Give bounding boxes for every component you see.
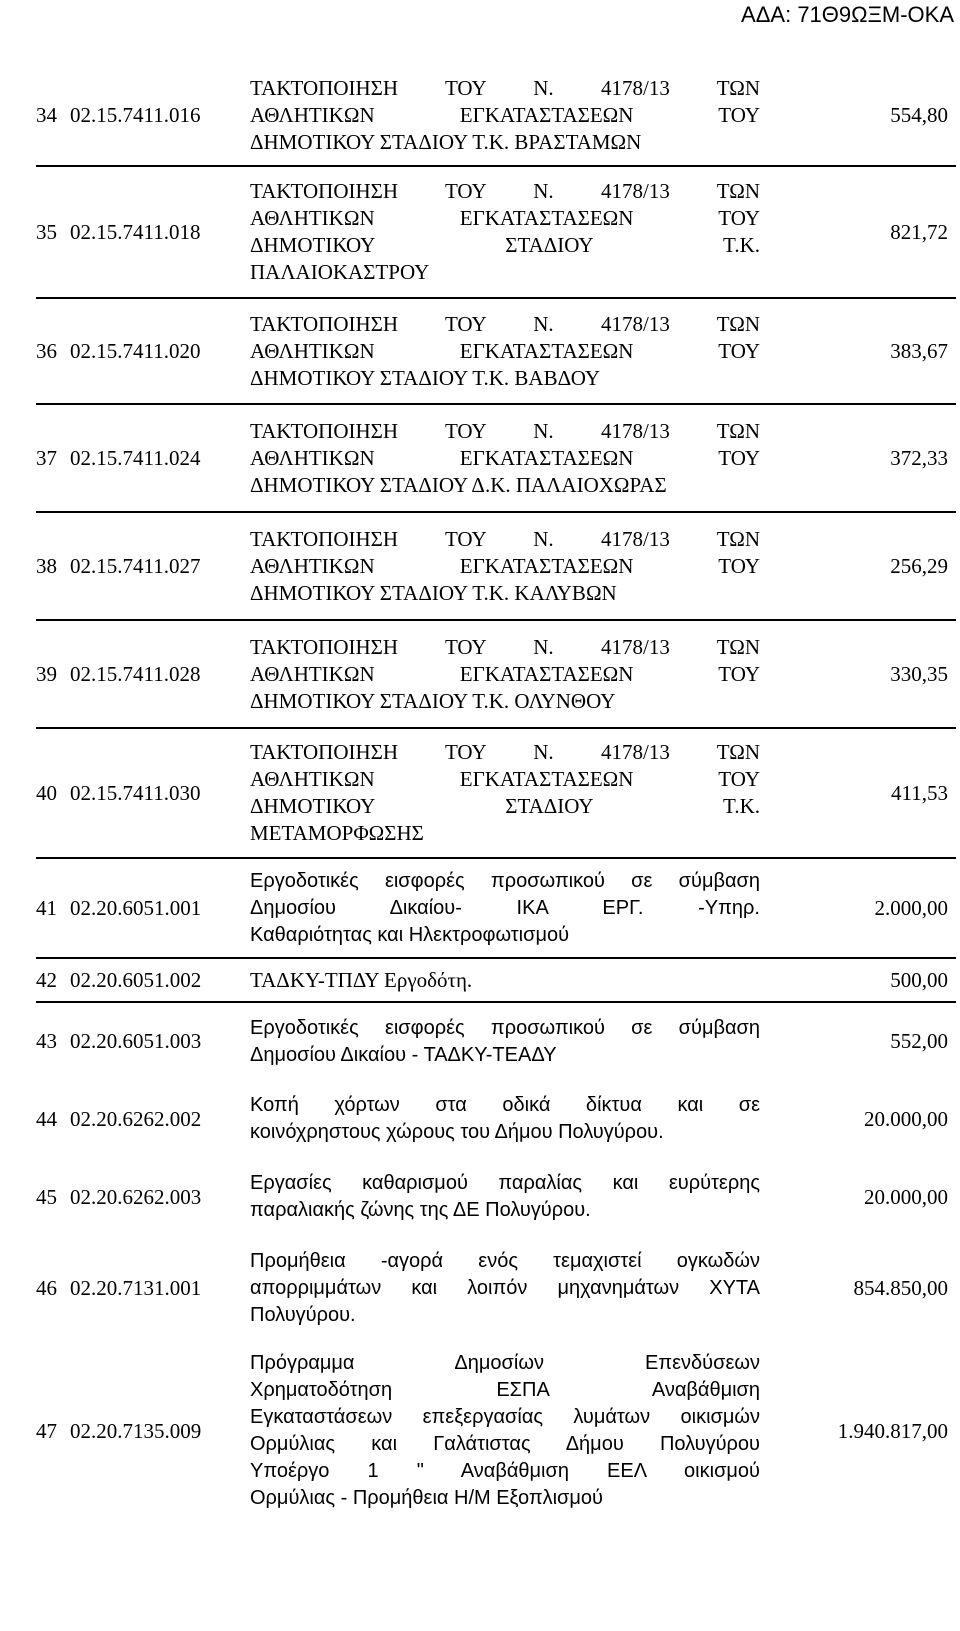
account-code: 02.15.7411.028 bbox=[70, 661, 201, 686]
account-code: 02.20.6051.001 bbox=[70, 895, 202, 920]
amount: 854.850,00 bbox=[853, 1276, 948, 1300]
amount: 1.940.817,00 bbox=[837, 1418, 948, 1443]
description bbox=[250, 1341, 760, 1521]
table-row bbox=[36, 620, 956, 728]
description-line: ΤΑΔΚΥ-ΤΠΔΥ Εργοδότη. bbox=[250, 967, 473, 992]
ada-header: ΑΔΑ: 71Θ9ΩΞΜ-ΟΚΑ bbox=[741, 2, 954, 27]
description bbox=[250, 66, 760, 166]
table-row bbox=[36, 1236, 956, 1341]
amount: 2.000,00 bbox=[874, 895, 948, 920]
table-row bbox=[36, 1080, 956, 1158]
amount: 20.000,00 bbox=[864, 1184, 948, 1209]
description-line: ΔΗΜΟΤΙΚΟΥ ΣΤΑΔΙΟΥ Τ.Κ. bbox=[250, 794, 760, 818]
description-line: ΑΘΛΗΤΙΚΩΝ ΕΓΚΑΤΑΣΤΑΣΕΩΝ ΤΟΥ bbox=[250, 206, 760, 230]
row-number: 41 bbox=[36, 895, 57, 920]
description bbox=[250, 858, 760, 958]
description-line: ΑΘΛΗΤΙΚΩΝ ΕΓΚΑΤΑΣΤΑΣΕΩΝ ΤΟΥ bbox=[250, 445, 760, 470]
amount: 256,29 bbox=[890, 553, 948, 578]
amount: 552,00 bbox=[890, 1029, 948, 1053]
account-code: 02.15.7411.030 bbox=[70, 780, 201, 805]
row-number: 47 bbox=[36, 1418, 57, 1443]
amount: 20.000,00 bbox=[864, 1106, 948, 1131]
table-row bbox=[36, 1158, 956, 1236]
description-line: ΔΗΜΟΤΙΚΟΥ ΣΤΑΔΙΟΥ Τ.Κ. ΒΡΑΣΤΑΜΩΝ bbox=[250, 130, 642, 154]
description-line: ΤΑΚΤΟΠΟΙΗΣΗ ΤΟΥ Ν. 4178/13 ΤΩΝ bbox=[250, 311, 760, 336]
description-line: ΔΗΜΟΤΙΚΟΥ ΣΤΑΔΙΟΥ Δ.Κ. ΠΑΛΑΙΟΧΩΡΑΣ bbox=[250, 472, 667, 497]
account-code: 02.20.7135.009 bbox=[70, 1418, 202, 1443]
description bbox=[250, 512, 760, 620]
description-line: Υποέργο 1 " Αναβάθμιση ΕΕΛ οικισμού bbox=[250, 1460, 760, 1482]
description-line: ΔΗΜΟΤΙΚΟΥ ΣΤΑΔΙΟΥ Τ.Κ. ΚΑΛΥΒΩΝ bbox=[250, 580, 617, 605]
description-line: ΜΕΤΑΜΟΡΦΩΣΗΣ bbox=[250, 821, 424, 845]
account-code: 02.20.7131.001 bbox=[70, 1276, 202, 1300]
amount: 821,72 bbox=[890, 219, 948, 244]
description-line: Εργοδοτικές εισφορές προσωπικού σε σύμβαση bbox=[250, 869, 760, 892]
row-number: 45 bbox=[36, 1184, 57, 1209]
account-code: 02.15.7411.027 bbox=[70, 553, 201, 578]
description bbox=[250, 166, 760, 298]
budget-table bbox=[36, 66, 956, 1521]
description-line: ΑΘΛΗΤΙΚΩΝ ΕΓΚΑΤΑΣΤΑΣΕΩΝ ΤΟΥ bbox=[250, 553, 760, 578]
amount: 554,80 bbox=[890, 103, 948, 127]
description-line: ΤΑΚΤΟΠΟΙΗΣΗ ΤΟΥ Ν. 4178/13 ΤΩΝ bbox=[250, 526, 760, 551]
table-row bbox=[36, 1002, 956, 1080]
description-line: Εργασίες καθαρισμού παραλίας και ευρύτερης bbox=[250, 1172, 760, 1194]
description-line: ΑΘΛΗΤΙΚΩΝ ΕΓΚΑΤΑΣΤΑΣΕΩΝ ΤΟΥ bbox=[250, 661, 760, 686]
description bbox=[250, 404, 760, 512]
table-row bbox=[36, 166, 956, 298]
description-line: απορριμμάτων και λοιπόν μηχανημάτων ΧΥΤΑ bbox=[250, 1277, 760, 1299]
description-line: ΤΑΚΤΟΠΟΙΗΣΗ ΤΟΥ Ν. 4178/13 ΤΩΝ bbox=[250, 179, 760, 203]
description-line: ΔΗΜΟΤΙΚΟΥ ΣΤΑΔΙΟΥ Τ.Κ. ΟΛΥΝΘΟΥ bbox=[250, 688, 616, 713]
account-code: 02.15.7411.016 bbox=[70, 103, 201, 127]
description-line: Πολυγύρου. bbox=[250, 1304, 356, 1326]
description-line: Ορμύλιας και Γαλάτιστας Δήμου Πολυγύρου bbox=[250, 1433, 760, 1455]
row-number: 40 bbox=[36, 780, 57, 805]
description-line: Δημοσίου Δικαίου - ΤΑΔΚΥ-ΤΕΑΔΥ bbox=[250, 1043, 557, 1066]
description-line: παραλιακής ζώνης της ΔΕ Πολυγύρου. bbox=[250, 1199, 591, 1221]
description bbox=[250, 620, 760, 728]
amount: 330,35 bbox=[890, 661, 948, 686]
amount: 500,00 bbox=[890, 967, 948, 992]
description bbox=[250, 958, 760, 1002]
description-line: ΑΘΛΗΤΙΚΩΝ ΕΓΚΑΤΑΣΤΑΣΕΩΝ ΤΟΥ bbox=[250, 103, 760, 127]
row-number: 38 bbox=[36, 553, 57, 578]
amount: 411,53 bbox=[891, 780, 948, 805]
row-number: 39 bbox=[36, 661, 57, 686]
description-line: Προμήθεια -αγορά ενός τεμαχιστεί ογκωδών bbox=[250, 1250, 760, 1272]
description bbox=[250, 1236, 760, 1341]
row-number: 43 bbox=[36, 1029, 57, 1053]
table-row bbox=[36, 958, 956, 1002]
description-line: Ορμύλιας - Προμήθεια Η/Μ Εξοπλισμού bbox=[250, 1487, 603, 1509]
description-line: ΑΘΛΗΤΙΚΩΝ ΕΓΚΑΤΑΣΤΑΣΕΩΝ ΤΟΥ bbox=[250, 338, 760, 363]
account-code: 02.20.6262.002 bbox=[70, 1106, 202, 1131]
description-line: Πρόγραμμα Δημοσίων Επενδύσεων bbox=[250, 1352, 760, 1374]
description bbox=[250, 728, 760, 858]
row-number: 36 bbox=[36, 338, 57, 363]
description-line: Κοπή χόρτων στα οδικά δίκτυα και σε bbox=[250, 1094, 760, 1116]
budget-table-body bbox=[36, 66, 956, 1521]
description-line: ΑΘΛΗΤΙΚΩΝ ΕΓΚΑΤΑΣΤΑΣΕΩΝ ΤΟΥ bbox=[250, 767, 760, 791]
description-line: Χρηματοδότηση ΕΣΠΑ Αναβάθμιση bbox=[250, 1379, 760, 1401]
description-line: ΔΗΜΟΤΙΚΟΥ ΣΤΑΔΙΟΥ Τ.Κ. bbox=[250, 233, 760, 257]
description bbox=[250, 1002, 760, 1080]
row-number: 42 bbox=[36, 967, 57, 992]
description bbox=[250, 298, 760, 404]
row-number: 44 bbox=[36, 1106, 57, 1131]
description-line: Καθαριότητας και Ηλεκτροφωτισμού bbox=[250, 923, 570, 946]
description-line: Εγκαταστάσεων επεξεργασίας λυμάτων οικισμών bbox=[250, 1406, 760, 1428]
description-line: Δημοσίου Δικαίου- ΙΚΑ ΕΡΓ. -Υπηρ. bbox=[250, 896, 760, 919]
account-code: 02.15.7411.020 bbox=[70, 338, 201, 363]
account-code: 02.15.7411.024 bbox=[70, 445, 201, 470]
description bbox=[250, 1080, 760, 1158]
description-line: ΔΗΜΟΤΙΚΟΥ ΣΤΑΔΙΟΥ Τ.Κ. ΒΑΒΔΟΥ bbox=[250, 365, 600, 390]
account-code: 02.15.7411.018 bbox=[70, 219, 201, 244]
table-row bbox=[36, 404, 956, 512]
description-line: ΤΑΚΤΟΠΟΙΗΣΗ ΤΟΥ Ν. 4178/13 ΤΩΝ bbox=[250, 740, 760, 764]
description-line: Εργοδοτικές εισφορές προσωπικού σε σύμβαση bbox=[250, 1016, 760, 1039]
amount: 372,33 bbox=[890, 445, 948, 470]
amount: 383,67 bbox=[890, 338, 948, 363]
account-code: 02.20.6051.003 bbox=[70, 1029, 202, 1053]
table-row bbox=[36, 858, 956, 958]
table-row bbox=[36, 728, 956, 858]
account-code: 02.20.6262.003 bbox=[70, 1184, 202, 1209]
row-number: 37 bbox=[36, 445, 57, 470]
description-line: ΤΑΚΤΟΠΟΙΗΣΗ ΤΟΥ Ν. 4178/13 ΤΩΝ bbox=[250, 418, 760, 443]
description-line: ΤΑΚΤΟΠΟΙΗΣΗ ΤΟΥ Ν. 4178/13 ΤΩΝ bbox=[250, 634, 760, 659]
account-code: 02.20.6051.002 bbox=[70, 967, 202, 992]
description bbox=[250, 1158, 760, 1236]
description-line: ΠΑΛΑΙΟΚΑΣΤΡΟΥ bbox=[250, 260, 430, 284]
table-row bbox=[36, 512, 956, 620]
table-row bbox=[36, 66, 956, 166]
row-number: 46 bbox=[36, 1276, 57, 1300]
row-number: 35 bbox=[36, 219, 57, 244]
description-line: κοινόχρηστους χώρους του Δήμου Πολυγύρου. bbox=[250, 1121, 664, 1143]
row-number: 34 bbox=[36, 103, 57, 127]
table-row bbox=[36, 1341, 956, 1521]
table-row bbox=[36, 298, 956, 404]
description-line: ΤΑΚΤΟΠΟΙΗΣΗ ΤΟΥ Ν. 4178/13 ΤΩΝ bbox=[250, 76, 760, 100]
